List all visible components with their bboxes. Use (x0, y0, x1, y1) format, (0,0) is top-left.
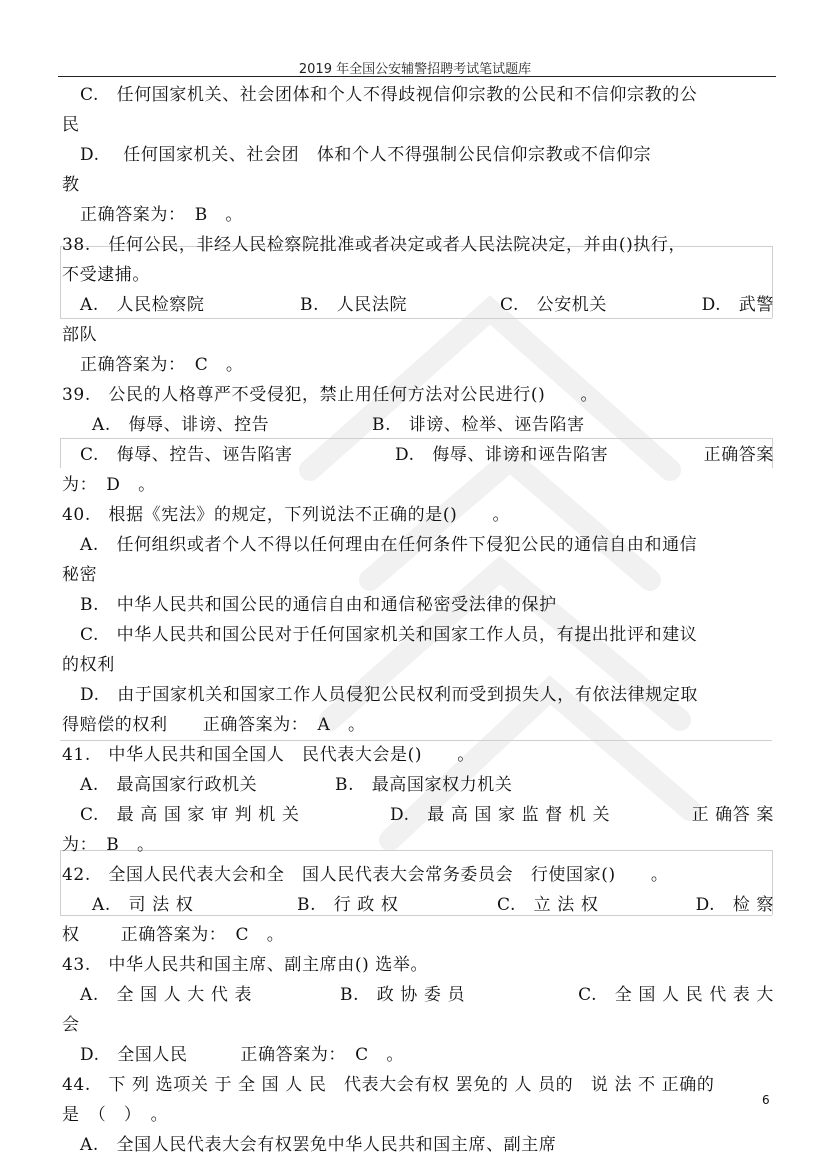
option-text: D. 由于国家机关和国家工作人员侵犯公民权利而受到损失人，有依法律规定取 (80, 685, 699, 705)
option-b: B. 最高国家权力机关 (335, 775, 513, 795)
option-c: C. 公安机关 (500, 295, 608, 315)
box-rule (60, 438, 61, 468)
answer-text: 得赔偿的权利 正确答案为： A 。 (62, 715, 366, 735)
option-d: D. 武警 (701, 295, 774, 315)
question-text: 39. 公民的人格尊严不受侵犯，禁止用任何方法对公民进行() 。 (62, 385, 599, 405)
answer-text: 为： D 。 (62, 475, 156, 495)
question-text: 40. 根据《宪法》的规定，下列说法不正确的是() 。 (62, 505, 511, 525)
option-a: A. 人民检察院 (80, 295, 205, 315)
option-c: C. 全 国 人 民 代 表 大 (578, 985, 774, 1005)
option-text: B. 中华人民共和国公民的通信自由和通信秘密受法律的保护 (80, 595, 557, 615)
header-rule (58, 76, 776, 77)
option-d: D. 侮辱、诽谤和诬告陷害 (395, 445, 609, 465)
question-text: 是 （ ） 。 (62, 1105, 169, 1125)
options-row (62, 410, 774, 440)
answer-text: 正确答案为： B 。 (80, 205, 243, 225)
question-body (62, 80, 774, 1160)
question-text: 43. 中华人民共和国主席、副主席由() 选举。 (62, 955, 429, 975)
options-row (62, 440, 774, 470)
answer-text: 正确答案为： C 。 (80, 355, 244, 375)
option-c: C. 立 法 权 (497, 895, 599, 915)
option-text: 民 (62, 115, 80, 135)
options-row (62, 980, 774, 1010)
option-text: A. 全国人民代表大会有权罢免中华人民共和国主席、副主席 (80, 1135, 557, 1155)
option-b: B. 政 协 委 员 (340, 985, 466, 1005)
question-text: 42. 全国人民代表大会和全 国人民代表大会常务委员会 行使国家() 。 (62, 865, 669, 885)
option-a: A. 侮辱、诽谤、控告 (92, 415, 270, 435)
options-row (62, 890, 774, 920)
option-text: C. 任何国家机关、社会团体和个人不得歧视信仰宗教的公民和不信仰宗教的公 (80, 85, 698, 105)
question-text: 44. 下 列 选项关 于 全 国 人 民 代表大会有权 罢免的 人 员的 说 法 不 正确的 (62, 1075, 715, 1095)
option-text: 的权利 (62, 655, 115, 675)
option-c: C. 侮辱、控告、诬告陷害 (80, 445, 293, 465)
option-b: B. 人民法院 (300, 295, 408, 315)
answer-label: 正 确答 案 (691, 805, 774, 825)
page-header: 2019 年全国公安辅警招聘考试笔试题库 (298, 62, 532, 77)
option-d: D. 最 高 国 家 监 督 机 关 (390, 805, 611, 825)
option-b: B. 诽谤、检举、诬告陷害 (372, 415, 585, 435)
options-row (62, 800, 774, 830)
option-a: A. 全 国 人 大 代 表 (80, 985, 253, 1005)
option-text: 秘密 (62, 565, 98, 585)
answer-text: 为： B 。 (62, 835, 155, 855)
question-text: 38. 任何公民，非经人民检察院批准或者决定或者人民法院决定，并由()执行， (62, 235, 687, 255)
box-rule (60, 246, 61, 318)
box-rule (60, 850, 61, 915)
option-c: C. 最 高 国 家 审 判 机 关 (80, 805, 300, 825)
answer-label: 正确答案 (703, 445, 774, 465)
option-a: A. 最高国家行政机关 (80, 775, 258, 795)
question-text: 不受逮捕。 (62, 265, 150, 285)
option-d: D. 检 察 (695, 895, 774, 915)
option-text: D. 任何国家机关、社会团 体和个人不得强制公民信仰宗教或不信仰宗 (80, 145, 652, 165)
option-a: A. 司 法 权 (92, 895, 194, 915)
option-text: C. 中华人民共和国公民对于任何国家机关和国家工作人员，有提出批评和建议 (80, 625, 698, 645)
option-text: 会 (62, 1015, 80, 1035)
options-row (62, 770, 774, 800)
option-b: B. 行 政 权 (297, 895, 399, 915)
page-number: 6 (762, 1093, 770, 1107)
answer-text: 权 正确答案为： C 。 (62, 925, 285, 945)
answer-text: D. 全国人民 正确答案为： C 。 (80, 1045, 404, 1065)
option-text: A. 任何组织或者个人不得以任何理由在任何条件下侵犯公民的通信自由和通信 (80, 535, 698, 555)
option-text: 教 (62, 175, 80, 195)
question-text: 41. 中华人民共和国全国人 民代表大会是() 。 (62, 745, 475, 765)
options-row (62, 290, 774, 320)
option-text: 部队 (62, 325, 98, 345)
